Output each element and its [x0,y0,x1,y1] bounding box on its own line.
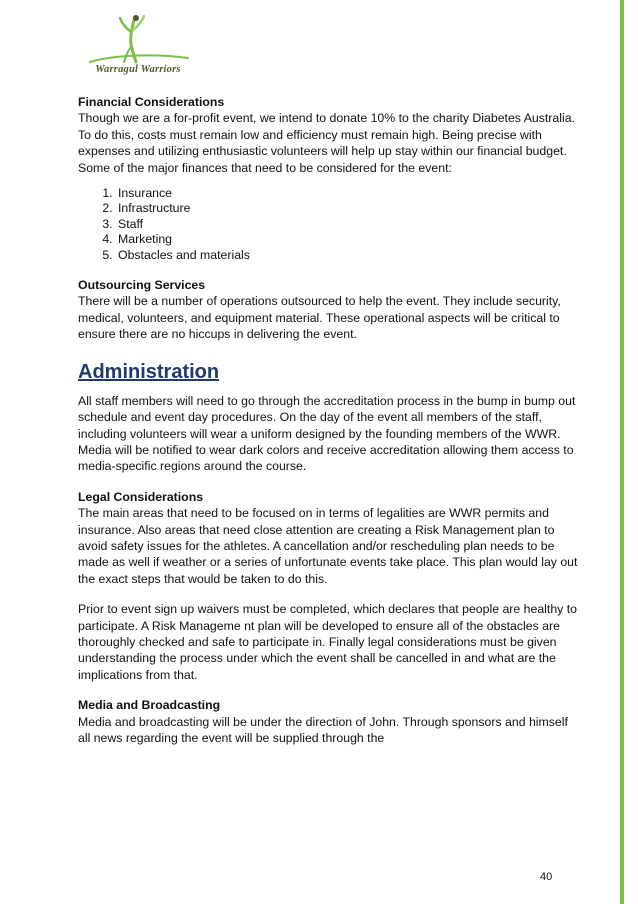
logo-text: Warragul Warriors [95,64,181,75]
financial-considerations-section [78,94,578,263]
media-broadcasting-section [78,697,578,746]
financial-list-intro: Some of the major finances that need to be considered for the event: [78,160,452,175]
financial-considerations-heading: Financial Considerations [78,95,225,109]
legal-considerations-paragraph-1: The main areas that need to be focused on in terms of legalities are WWR permits and insurance. Also areas that need close attention are creating a Risk Management plan to avoid safety issues for the athletes. A cancellation and/or rescheduling plan needs to be made as well if weather or a series of unfortunate events take place. This plan would lay out the exact steps that would be taken to do this. [78,506,578,586]
legal-considerations-paragraph-2: Prior to event sign up waivers must be completed, which declares that people are healthy to participate. A Risk Manageme nt plan will be developed to ensure all of the obstacles are thoroughly checked and safe to participate in. Finally legal considerations must be given understanding the process under which the event shall be cancelled in and what are the implications from that. [78,602,577,682]
finance-list [78,186,578,263]
outsourcing-services-heading: Outsourcing Services [78,278,206,293]
legal-considerations-section [78,489,578,683]
page-number: 40 [540,871,553,883]
media-broadcasting-heading: Media and Broadcasting [78,698,221,713]
finance-list-item: 4. Marketing [116,232,578,247]
page-border-accent [620,0,624,904]
finance-list-item: 1. Insurance [116,186,578,201]
logo-figure-icon [76,14,200,66]
warragul-warriors-logo [76,14,200,84]
finance-list-item: 2. Infrastructure [116,201,578,216]
outsourcing-services-section [78,277,578,343]
legal-considerations-heading: Legal Considerations [78,489,204,504]
financial-considerations-paragraph: Though we are a for-profit event, we intend to donate 10% to the charity Diabetes Australia. To do this, costs must remain low and efficiency must remain high. Being precise with expenses and utilizing enthusiastic volunteers will help up stay within our financial budget. [78,111,575,159]
administration-title: Administration [78,360,220,383]
media-broadcasting-paragraph: Media and broadcasting will be under the direction of John. Through sponsors and himself all news regarding the event will be supplied through the [78,714,568,745]
document-body [78,94,578,746]
finance-list-item: 5. Obstacles and materials [116,248,578,263]
outsourcing-services-paragraph: There will be a number of operations outsourced to help the event. They include security, medical, volunteers, and equipment material. These operational aspects will be critical to ensure there are no hiccups in delivering the event. [78,294,561,342]
finance-list-item: 3. Staff [116,217,578,232]
administration-section [78,359,578,475]
administration-paragraph: All staff members will need to go through the accreditation process in the bump in bump out schedule and event day procedures. On the day of the event all members of the staff, including volunteers will wear a uniform designed by the founding members of the WWR. Media will be notified to wear dark colors and receive accreditation allowing them access to media-specific regions around the course. [78,393,576,474]
